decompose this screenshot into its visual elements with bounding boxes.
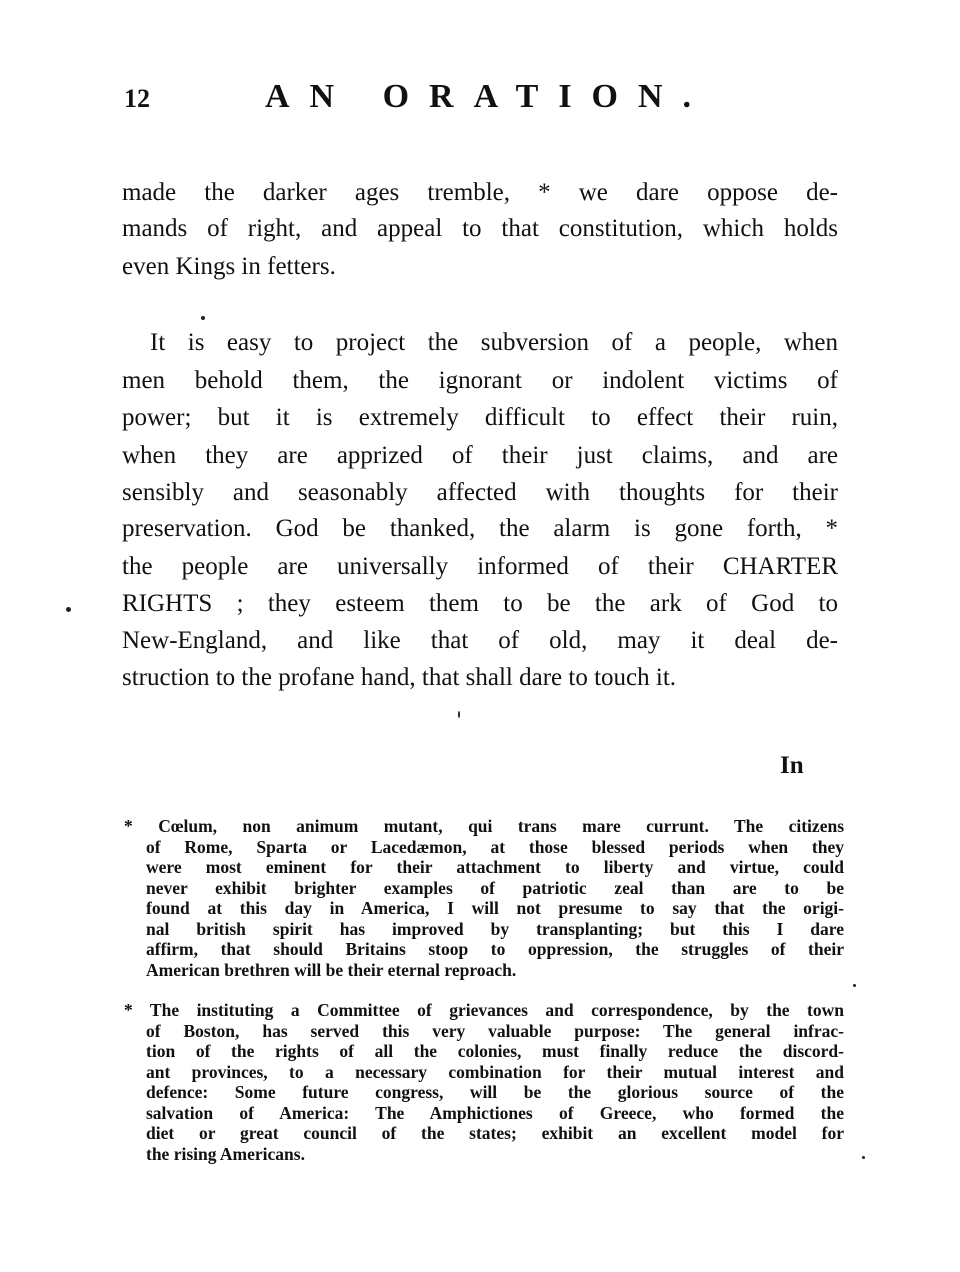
footnote-line: * The instituting a Committee of grievances and correspondence, by the town [124, 1000, 844, 1020]
footnote-line: * Cœlum, non animum mutant, qui trans mare currunt. The citizens [124, 816, 844, 836]
running-head [120, 78, 840, 124]
footnote-line: found at this day in America, I will not presume to say that the origi- [146, 898, 844, 918]
footnote-line: ant provinces, to a necessary combination for their mutual interest and [146, 1061, 844, 1082]
footnote-line: diet or great council of the states; exhibit an excellent model for [146, 1123, 844, 1143]
footnote-2 [124, 1000, 844, 1164]
footnote-1 [124, 816, 844, 980]
footnote-line: the rising Americans. [146, 1143, 305, 1164]
page-number: 12 [124, 84, 150, 113]
body-line: New-England, and like that of old, may it deal de- [122, 627, 838, 654]
footnote-line: defence: Some future congress, will be the glorious source of the [146, 1082, 844, 1102]
body-line: preservation. God be thanked, the alarm is gone forth, * [122, 515, 838, 542]
catchword: In [780, 752, 804, 779]
footnote-line: affirm, that should Britains stoop to oppression, the struggles of their [146, 939, 844, 959]
footnote-line: nal british spirit has improved by transplanting; but this I dare [146, 918, 844, 939]
footnote-line: American brethren will be their eternal reproach. [146, 959, 517, 980]
body-line: It is easy to project the subversion of a people, when [150, 329, 838, 356]
footnote-line: of Boston, has served this very valuable purpose: The general infrac- [146, 1020, 844, 1041]
footnote-line: were most eminent for their attachment to liberty and virtue, could [146, 857, 844, 877]
body-line: the people are universally informed of their CHARTER [122, 553, 838, 580]
body-line: even Kings in fetters. [122, 253, 336, 280]
body-line: men behold them, the ignorant or indolent victims of [122, 367, 838, 394]
body-line: sensibly and seasonably affected with thoughts for their [122, 479, 838, 506]
ink-speck [853, 984, 856, 987]
footnote-line: tion of the rights of all the colonies, must finally reduce the discord- [146, 1041, 844, 1061]
footnote-line: never exhibit brighter examples of patriotic zeal than are to be [146, 877, 844, 898]
body-line: RIGHTS ; they esteem them to be the ark of God to [122, 590, 838, 617]
body-line: power; but it is extremely difficult to effect their ruin, [122, 404, 838, 431]
body-line: mands of right, and appeal to that constitution, which holds [122, 215, 838, 242]
body-line: struction to the profane hand, that shall dare to touch it. [122, 664, 677, 691]
ink-speck [66, 607, 71, 612]
footnote-line: salvation of America: The Amphictiones of Greece, who formed the [146, 1102, 844, 1123]
page-title: AN ORATION. [265, 78, 712, 115]
ink-speck [862, 1156, 865, 1159]
body-line: when they are apprized of their just claims, and are [122, 442, 838, 469]
footnote-line: of Rome, Sparta or Lacedæmon, at those blessed periods when they [146, 836, 844, 857]
ink-speck [201, 316, 205, 320]
body-line: made the darker ages tremble, * we dare oppose de- [122, 179, 838, 206]
ink-speck [458, 711, 460, 718]
